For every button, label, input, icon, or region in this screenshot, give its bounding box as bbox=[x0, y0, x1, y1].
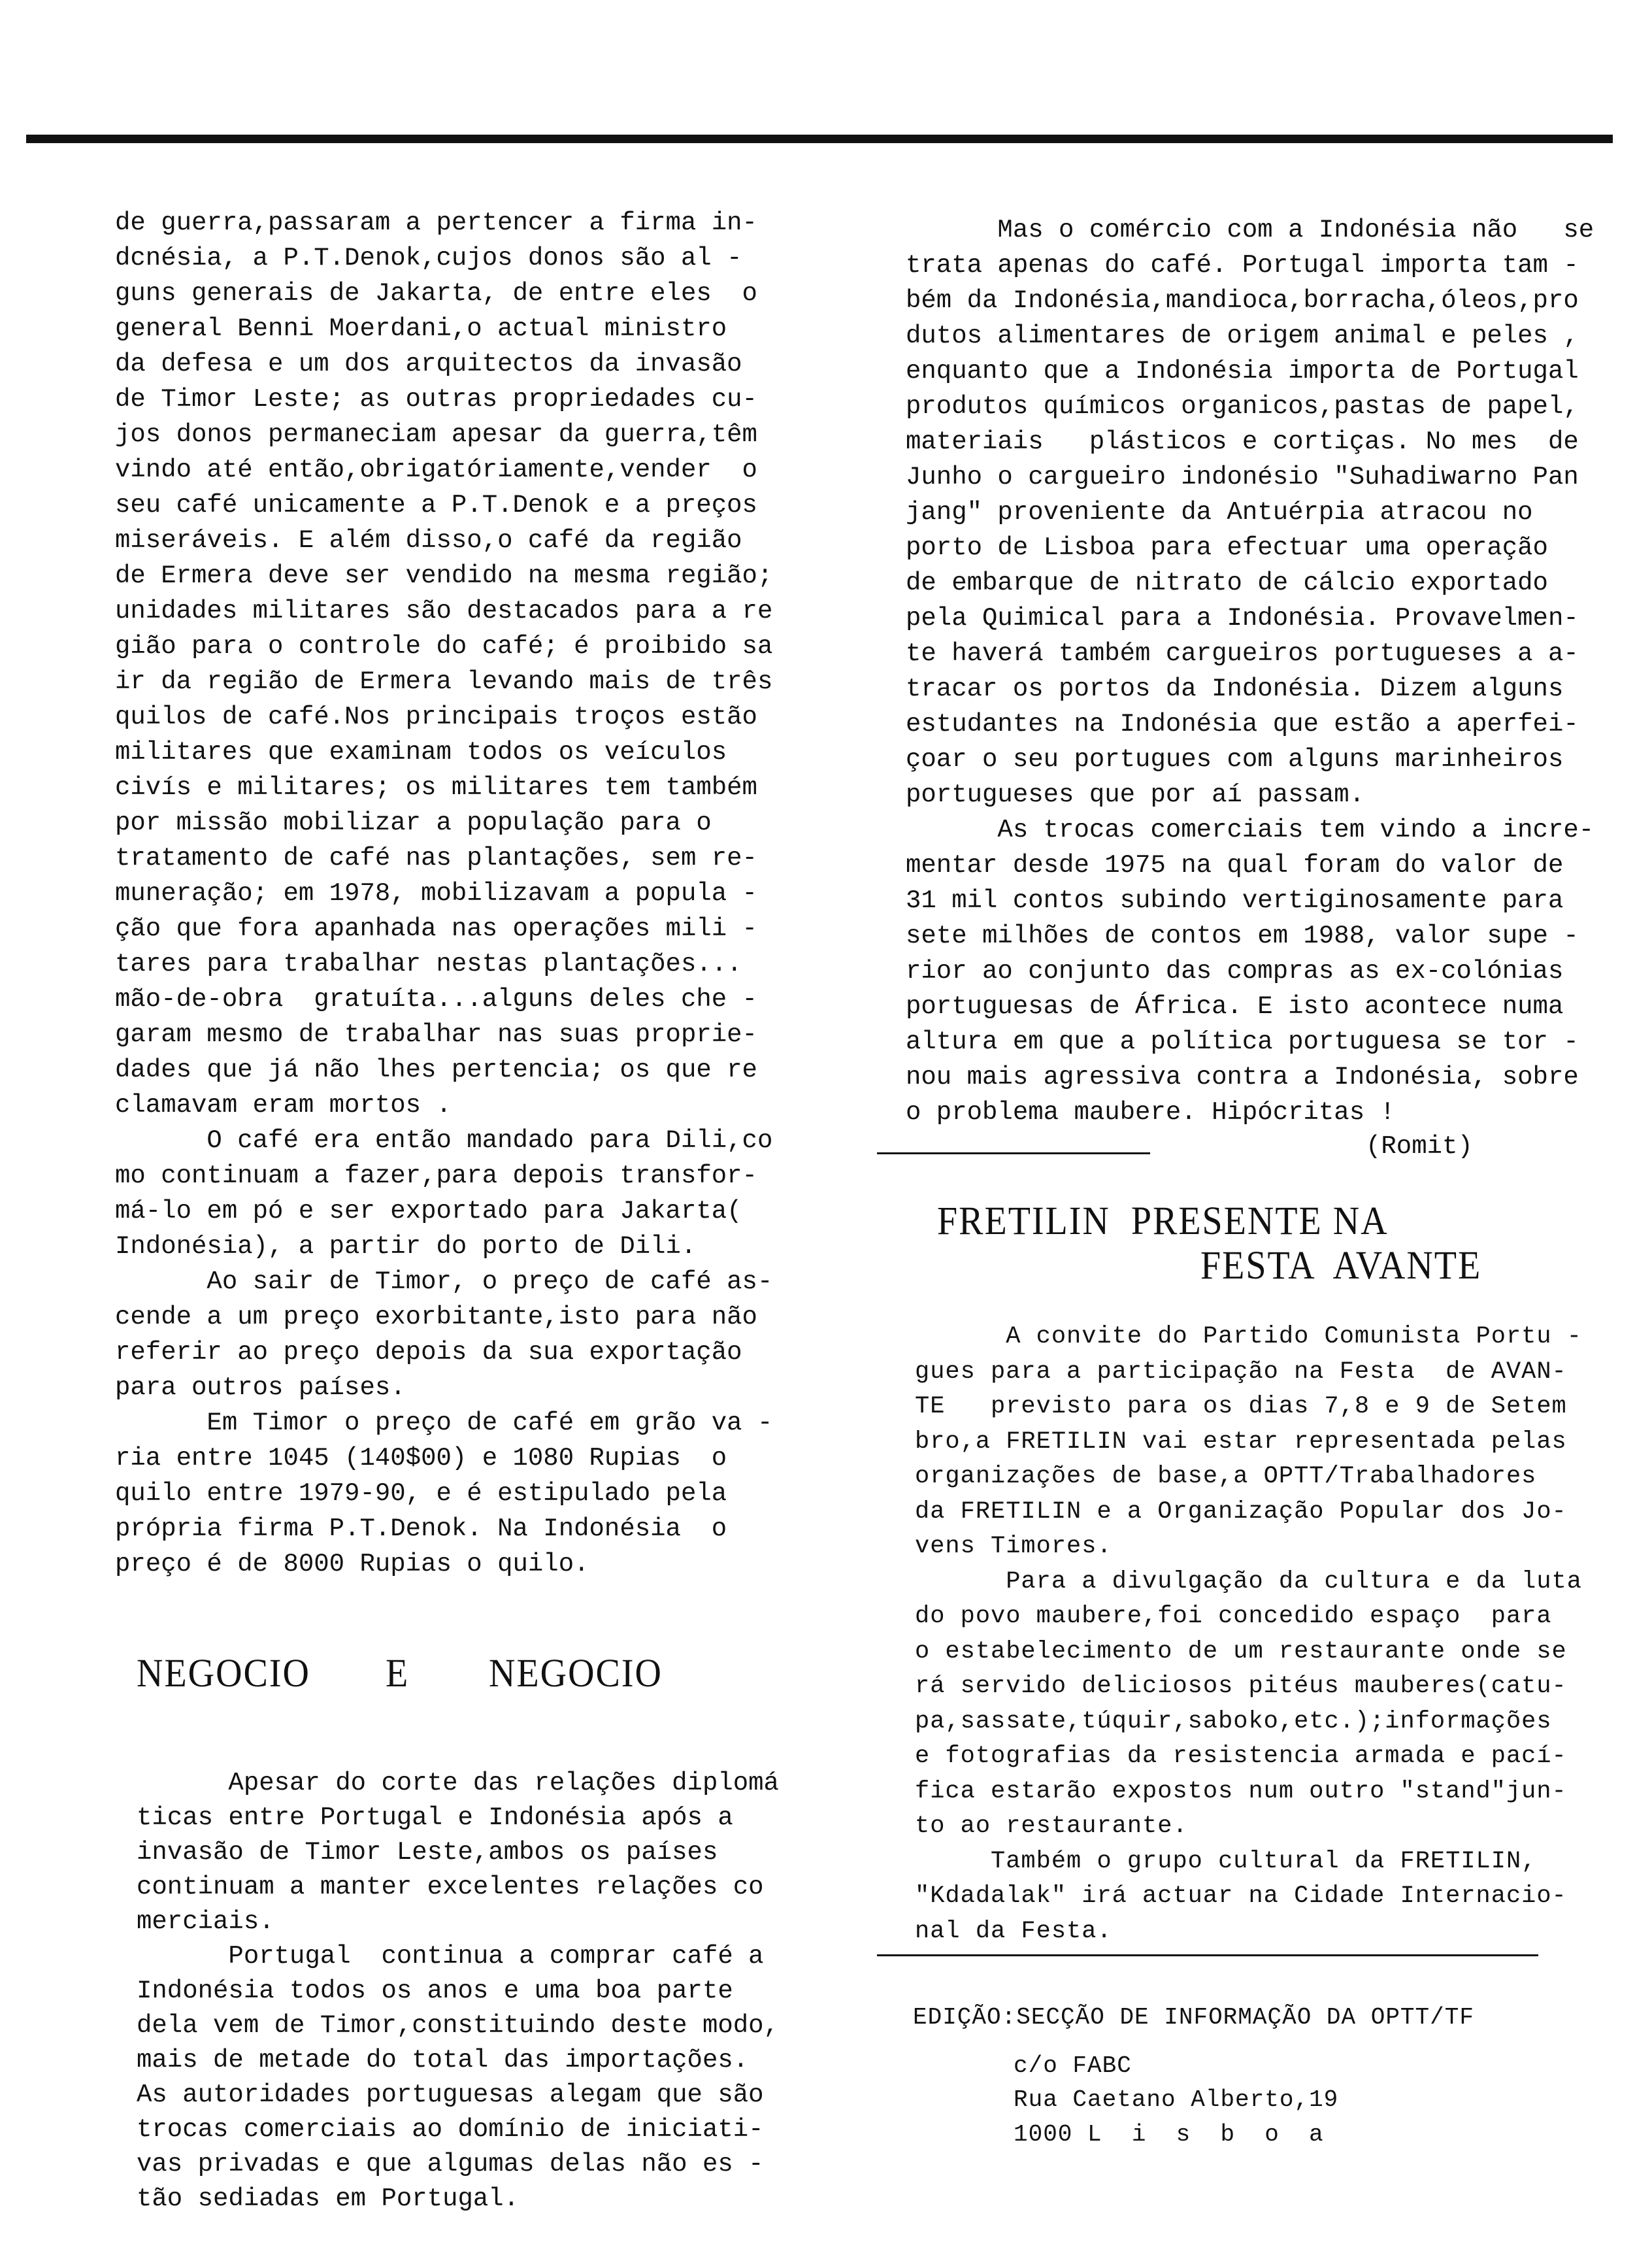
text-line: Portugal continua a comprar café a bbox=[137, 1942, 764, 1971]
text-line: vindo até então,obrigatóriamente,vender o bbox=[115, 456, 757, 484]
text-line: jang" proveniente da Antuérpia atracou no bbox=[906, 498, 1533, 527]
text-line: ção que fora apanhada nas operações mili - bbox=[115, 914, 757, 943]
text-line: bro,a FRETILIN vai estar representada pelas bbox=[915, 1428, 1567, 1456]
text-line: cende a um preço exorbitante,isto para não bbox=[115, 1303, 757, 1331]
text-line: Mas o comércio com a Indonésia não se bbox=[906, 216, 1594, 244]
text-line: bém da Indonésia,mandioca,borracha,óleos,pro bbox=[906, 286, 1579, 315]
text-line: trata apenas do café. Portugal importa tam - bbox=[906, 251, 1579, 280]
text-line: quilos de café.Nos principais troços estão bbox=[115, 703, 757, 731]
heading-fretilin-line1: FRETILIN PRESENTE NA bbox=[937, 1198, 1389, 1244]
text-line: Para a divulgação da cultura e da luta bbox=[915, 1567, 1582, 1595]
text-line: portuguesas de África. E isto acontece numa bbox=[906, 992, 1564, 1021]
text-line: continuam a manter excelentes relações co bbox=[137, 1873, 764, 1901]
article-fretilin-text bbox=[915, 1320, 1582, 1949]
heading-negocio-word2: E bbox=[386, 1650, 410, 1696]
text-line: rior ao conjunto das compras as ex-colónias bbox=[906, 957, 1564, 986]
text-line: pa,sassate,túquir,saboko,etc.);informações bbox=[915, 1707, 1552, 1735]
text-line: vas privadas e que algumas delas não es - bbox=[137, 2150, 764, 2179]
text-line: Também o grupo cultural da FRETILIN, bbox=[915, 1847, 1537, 1875]
text-line: de Ermera deve ser vendido na mesma região; bbox=[115, 561, 773, 590]
article-negocio-text bbox=[137, 1766, 779, 2216]
text-line: "Kdadalak" irá actuar na Cidade Internacio- bbox=[915, 1882, 1567, 1910]
text-line: mentar desde 1975 na qual foram do valor de bbox=[906, 851, 1564, 880]
text-line: fica estarão expostos num outro "stand"jun- bbox=[915, 1777, 1567, 1805]
text-line: muneração; em 1978, mobilizavam a popula - bbox=[115, 879, 757, 908]
text-line: 31 mil contos subindo vertiginosamente para bbox=[906, 886, 1564, 915]
text-line: te haverá também cargueiros portugueses a a- bbox=[906, 639, 1579, 668]
text-line: mais de metade do total das importações. bbox=[137, 2046, 749, 2075]
text-line: tão sediadas em Portugal. bbox=[137, 2184, 520, 2213]
text-line: civís e militares; os militares tem também bbox=[115, 773, 757, 802]
text-line: produtos químicos organicos,pastas de papel, bbox=[906, 392, 1579, 421]
text-line: portugueses que por aí passam. bbox=[906, 780, 1365, 809]
text-line: trocas comerciais ao domínio de iniciati- bbox=[137, 2115, 764, 2144]
text-line: jos donos permaneciam apesar da guerra,têm bbox=[115, 420, 757, 449]
address-city: 1000 L i s b o a bbox=[1014, 2121, 1324, 2148]
text-line: to ao restaurante. bbox=[915, 1812, 1188, 1840]
text-line: rá servido deliciosos pitéus mauberes(catu- bbox=[915, 1673, 1567, 1700]
text-line: má-lo em pó e ser exportado para Jakarta( bbox=[115, 1197, 742, 1226]
text-line: Em Timor o preço de café em grão va - bbox=[115, 1409, 773, 1437]
top-rule bbox=[26, 135, 1613, 143]
text-line: estudantes na Indonésia que estão a aperfei- bbox=[906, 710, 1579, 739]
heading-fretilin-line2: FESTA AVANTE bbox=[1200, 1243, 1482, 1288]
text-line: çoar o seu portugues com alguns marinheiros bbox=[906, 745, 1564, 774]
text-line: TE previsto para os dias 7,8 e 9 de Setem bbox=[915, 1393, 1567, 1420]
text-line: enquanto que a Indonésia importa de Portugal bbox=[906, 357, 1579, 386]
text-line: preço é de 8000 Rupias o quilo. bbox=[115, 1550, 589, 1578]
text-line: Indonésia), a partir do porto de Dili. bbox=[115, 1232, 697, 1261]
text-line: seu café unicamente a P.T.Denok e a preços bbox=[115, 491, 757, 520]
text-line: Indonésia todos os anos e uma boa parte bbox=[137, 1977, 733, 2005]
text-line: dela vem de Timor,constituindo deste modo, bbox=[137, 2011, 779, 2040]
heading-negocio-word3: NEGOCIO bbox=[489, 1650, 663, 1696]
text-line: altura em que a política portuguesa se tor - bbox=[906, 1027, 1579, 1056]
text-line: e fotografias da resistencia armada e pací- bbox=[915, 1743, 1567, 1770]
text-line: por missão mobilizar a população para o bbox=[115, 809, 712, 837]
text-line: A convite do Partido Comunista Portu - bbox=[915, 1323, 1582, 1350]
text-line: O café era então mandado para Dili,co bbox=[115, 1126, 773, 1155]
text-line: militares que examinam todos os veículos bbox=[115, 738, 727, 767]
text-line: miseráveis. E além disso,o café da região bbox=[115, 526, 742, 555]
address-street: Rua Caetano Alberto,19 bbox=[1014, 2086, 1339, 2113]
text-line: dades que já não lhes pertencia; os que re bbox=[115, 1056, 757, 1084]
text-line: vens Timores. bbox=[915, 1533, 1112, 1560]
text-line: organizações de base,a OPTT/Trabalhadores bbox=[915, 1463, 1537, 1490]
heading-negocio-word1: NEGOCIO bbox=[137, 1650, 310, 1696]
text-line: nal da Festa. bbox=[915, 1917, 1112, 1945]
text-line: As autoridades portuguesas alegam que são bbox=[137, 2080, 764, 2109]
text-line: porto de Lisboa para efectuar uma operação bbox=[906, 533, 1548, 562]
text-line: o problema maubere. Hipócritas ! bbox=[906, 1098, 1395, 1127]
text-line: tratamento de café nas plantações, sem re- bbox=[115, 844, 757, 873]
edition-credit: EDIÇÃO:SECÇÃO DE INFORMAÇÃO DA OPTT/TF bbox=[913, 2004, 1474, 2031]
text-line: materiais plásticos e cortiças. No mes de bbox=[906, 427, 1579, 456]
text-line: o estabelecimento de um restaurante onde se bbox=[915, 1637, 1567, 1665]
text-line: Ao sair de Timor, o preço de café as- bbox=[115, 1267, 773, 1296]
text-line: merciais. bbox=[137, 1907, 274, 1936]
article-coffee-text bbox=[115, 205, 772, 1582]
text-line: para outros países. bbox=[115, 1373, 406, 1402]
text-line: dutos alimentares de origem animal e peles , bbox=[906, 322, 1579, 350]
text-line: Apesar do corte das relações diplomá bbox=[137, 1769, 779, 1797]
text-line: gião para o controle do café; é proibido sa bbox=[115, 632, 773, 661]
text-line: própria firma P.T.Denok. Na Indonésia o bbox=[115, 1514, 727, 1543]
signature-rule bbox=[877, 1152, 1150, 1154]
address-care-of: c/o FABC bbox=[1014, 2052, 1132, 2079]
text-line: de embarque de nitrato de cálcio exportado bbox=[906, 569, 1548, 597]
text-line: ir da região de Ermera levando mais de três bbox=[115, 667, 773, 696]
text-line: mo continuam a fazer,para depois transfor- bbox=[115, 1161, 757, 1190]
text-line: nou mais agressiva contra a Indonésia, sobre bbox=[906, 1063, 1579, 1092]
article-negocio-continued-text bbox=[906, 212, 1594, 1130]
text-line: clamavam eram mortos . bbox=[115, 1091, 452, 1120]
text-line: gues para a participação na Festa de AVAN- bbox=[915, 1358, 1567, 1386]
text-line: da FRETILIN e a Organização Popular dos Jo- bbox=[915, 1497, 1567, 1526]
text-line: do povo maubere,foi concedido espaço para bbox=[915, 1603, 1552, 1630]
footer-rule bbox=[877, 1954, 1538, 1956]
text-line: tares para trabalhar nestas plantações... bbox=[115, 950, 742, 978]
text-line: ticas entre Portugal e Indonésia após a bbox=[137, 1803, 733, 1832]
text-line: dcnésia, a P.T.Denok,cujos donos são al - bbox=[115, 244, 742, 273]
text-line: de guerra,passaram a pertencer a firma in- bbox=[115, 209, 757, 237]
text-line: referir ao preço depois da sua exportação bbox=[115, 1338, 742, 1367]
text-line: unidades militares são destacados para a re bbox=[115, 597, 773, 626]
author-signature: (Romit) bbox=[1366, 1132, 1473, 1161]
text-line: sete milhões de contos em 1988, valor supe - bbox=[906, 922, 1579, 950]
text-line: general Benni Moerdani,o actual ministro bbox=[115, 314, 727, 343]
text-line: garam mesmo de trabalhar nas suas proprie- bbox=[115, 1020, 757, 1049]
text-line: invasão de Timor Leste,ambos os países bbox=[137, 1838, 718, 1867]
text-line: quilo entre 1979-90, e é estipulado pela bbox=[115, 1479, 727, 1508]
text-line: Junho o cargueiro indonésio "Suhadiwarno Pan bbox=[906, 463, 1579, 492]
text-line: As trocas comerciais tem vindo a incre- bbox=[906, 816, 1594, 844]
text-line: ria entre 1045 (140$00) e 1080 Rupias o bbox=[115, 1444, 727, 1473]
text-line: de Timor Leste; as outras propriedades cu- bbox=[115, 385, 757, 414]
text-line: mão-de-obra gratuíta...alguns deles che - bbox=[115, 985, 757, 1014]
text-line: da defesa e um dos arquitectos da invasão bbox=[115, 350, 742, 378]
text-line: tracar os portos da Indonésia. Dizem alguns bbox=[906, 675, 1564, 703]
text-line: guns generais de Jakarta, de entre eles o bbox=[115, 279, 757, 308]
text-line: pela Quimical para a Indonésia. Provavelmen- bbox=[906, 604, 1579, 633]
